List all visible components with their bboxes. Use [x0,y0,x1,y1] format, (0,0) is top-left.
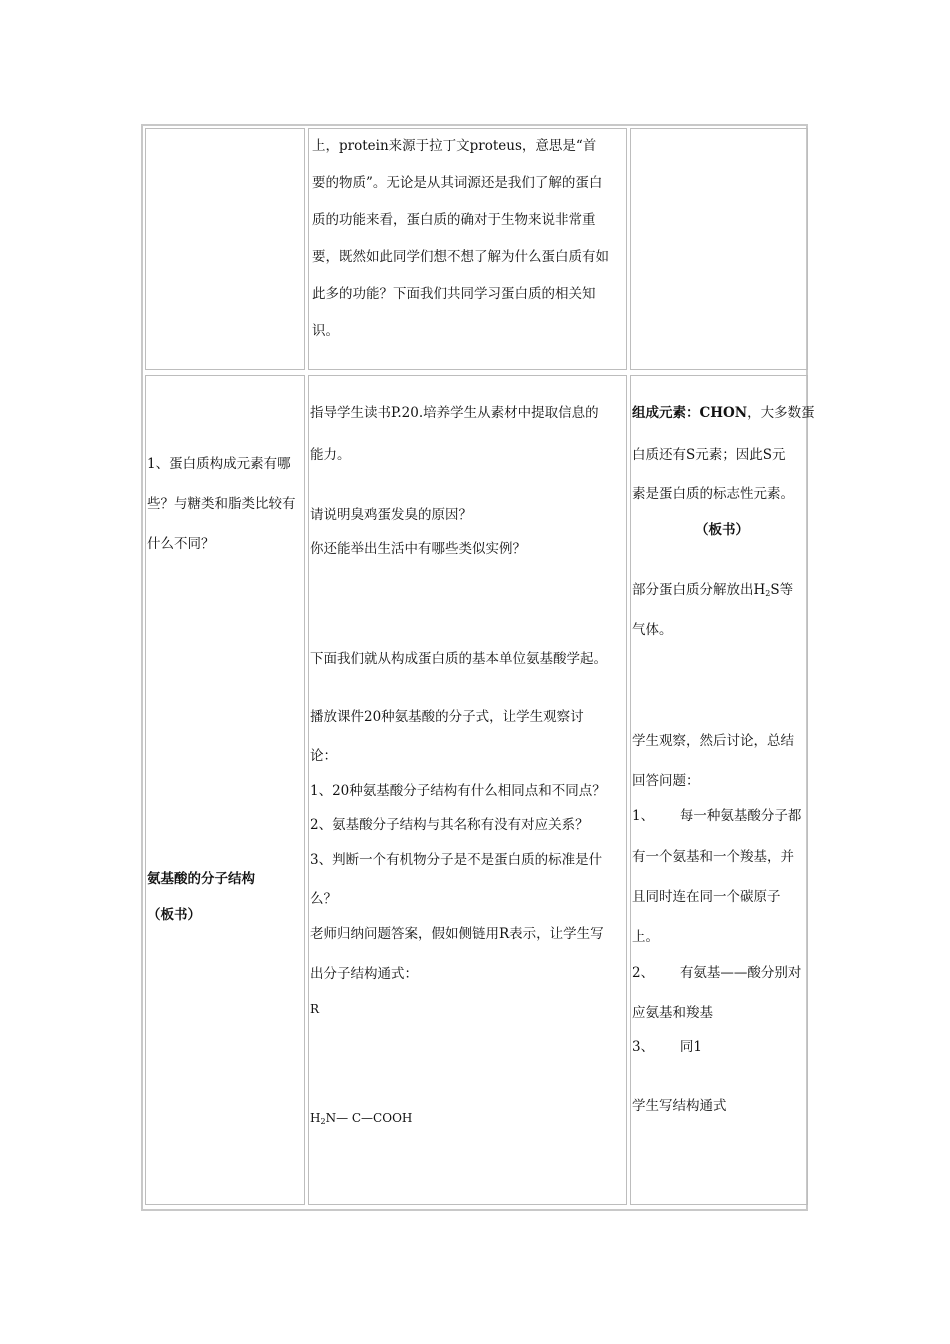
question-line: 什么不同？ [147,536,215,552]
element-text: ，大多数蛋 [747,405,815,421]
amino-acid-formula [310,1109,412,1131]
subscript: 2 [765,589,771,598]
row2-left-cell [145,375,305,1205]
text-line: 3、 同1 [632,1039,702,1055]
question-line: 1、蛋白质构成元素有哪 [147,456,291,472]
board-note: （板书） [695,522,749,538]
row1-middle-cell [308,128,627,370]
text-line [632,404,815,422]
text-line: 应氨基和羧基 [632,1005,713,1021]
text-line: 你还能举出生活中有哪些类似实例？ [310,541,526,557]
text-line: 论： [310,748,337,764]
element-label: 组成元素：CHON [632,405,748,421]
text-line: 请说明臭鸡蛋发臭的原因？ [310,507,472,523]
text-line: 回答问题： [632,773,700,789]
text-line: 老师归纳问题答案，假如侧链用R表示，让学生写 [310,926,604,942]
text-line: 要，既然如此同学们想不想了解为什么蛋白质有如 [312,249,609,265]
text-line: 播放课件20种氨基酸的分子式，让学生观察讨 [310,709,584,725]
formula-rest: N— C—COOH [325,1111,413,1125]
text-line: 且同时连在同一个碳原子 [632,889,781,905]
row1-right-cell [630,128,808,370]
text-line: 要的物质”。无论是从其词源还是我们了解的蛋白 [312,175,603,191]
formula-h: H [310,1111,321,1125]
text-line: 上，protein来源于拉丁文proteus，意思是“首 [312,138,597,154]
table-row [145,375,815,1205]
section-heading: 氨基酸的分子结构 [147,871,255,887]
text-line: 有一个氨基和一个羧基，并 [632,849,794,865]
text-line: 下面我们就从构成蛋白质的基本单位氨基酸学起。 [310,651,607,667]
formula-subscript: 2 [320,1117,326,1126]
table-row [145,128,804,370]
text-line: 1、20种氨基酸分子结构有什么相同点和不同点？ [310,783,606,799]
board-note: （板书） [147,907,201,923]
text-line: 素是蛋白质的标志性元素。 [632,486,794,502]
row2-middle-cell [308,375,627,1205]
text-line: 白质还有S元素；因此S元 [632,447,786,463]
side-chain-r: R [310,1002,320,1016]
text-line: 2、氨基酸分子结构与其名称有没有对应关系？ [310,817,589,833]
text-line: 能力。 [310,447,351,463]
text-line: 出分子结构通式： [310,966,418,982]
text-line: 指导学生读书P.20.培养学生从素材中提取信息的 [310,405,599,421]
text-line: 1、 每一种氨基酸分子都 [632,808,802,824]
text-part: 部分蛋白质分解放出H [632,582,766,598]
text-line: 此多的功能？下面我们共同学习蛋白质的相关知 [312,286,596,302]
question-line: 些？与糖类和脂类比较有 [147,496,296,512]
text-part: S等 [770,582,794,598]
text-line [632,581,793,603]
text-line: 2、 有氨基——酸分别对 [632,965,802,981]
row1-left-cell [145,128,305,370]
text-line: 识。 [312,323,339,339]
text-line: 3、判断一个有机物分子是不是蛋白质的标准是什 [310,852,603,868]
lesson-plan-table [141,124,815,1211]
text-line: 学生观察，然后讨论，总结 [632,733,794,749]
row2-right-cell [630,375,815,1205]
text-line: 学生写结构通式 [632,1098,727,1114]
text-line: 质的功能来看，蛋白质的确对于生物来说非常重 [312,212,596,228]
text-line: 上。 [632,929,659,945]
text-line: 么？ [310,891,337,907]
text-line: 气体。 [632,622,673,638]
